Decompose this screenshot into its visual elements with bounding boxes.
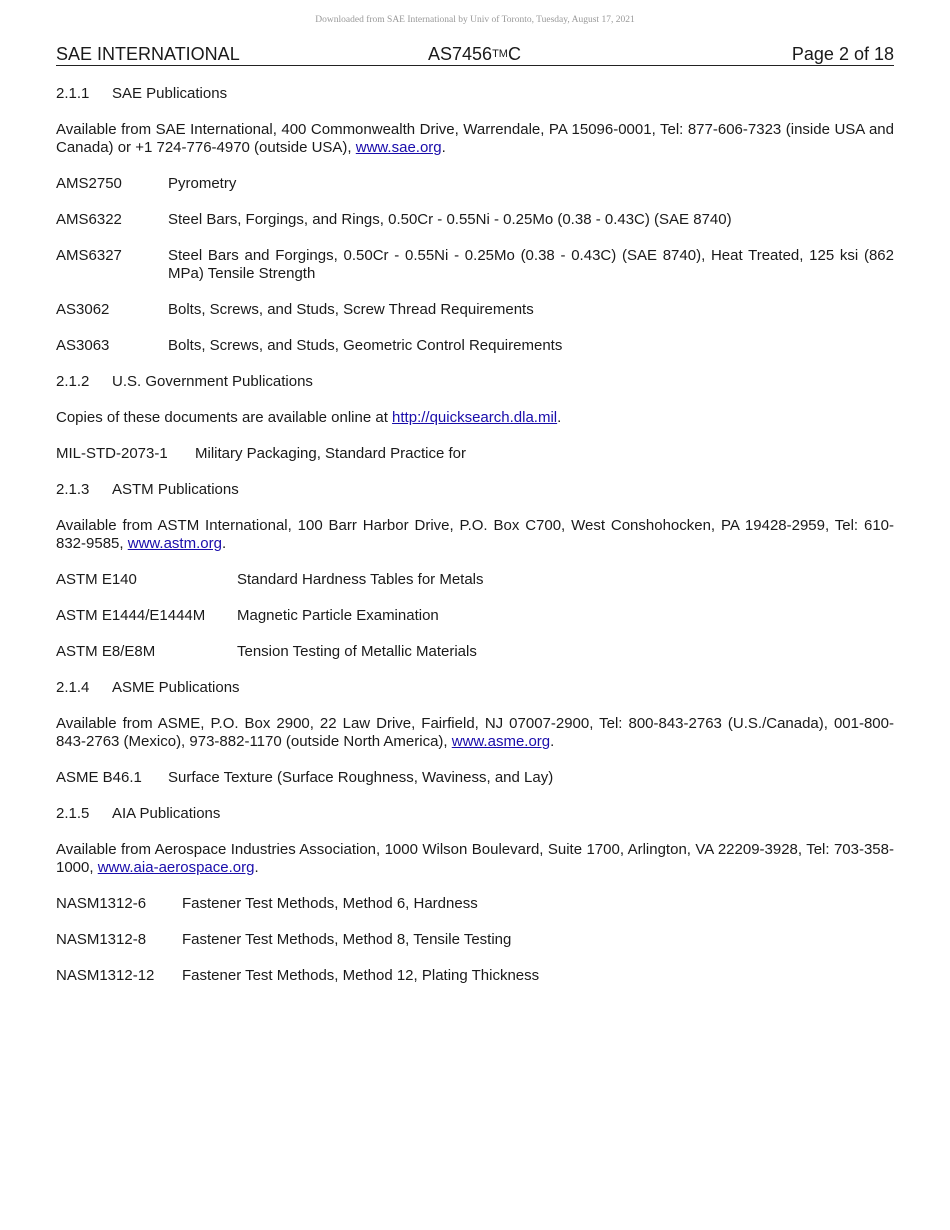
header-doc-number	[428, 44, 521, 65]
reference-code: MIL-STD-2073-1	[56, 445, 168, 462]
reference-row	[56, 211, 894, 229]
availability-text: Available from ASME, P.O. Box 2900, 22 Law Drive, Fairfield, NJ 07007-2900, Tel: 800-843-2763 (U.S./Canada), 001-800-843-2763 (Mexico), 973-882-1170 (outside North America),	[56, 715, 894, 750]
section-title: ASTM Publications	[112, 481, 239, 498]
availability-text: Available from Aerospace Industries Association, 1000 Wilson Boulevard, Suite 1700, Arlington, VA 22209-3928, Tel: 703-358-1000,	[56, 841, 894, 876]
reference-code: AS3062	[56, 301, 110, 318]
reference-code: ASTM E8/E8M	[56, 643, 156, 660]
reference-title: Standard Hardness Tables for Metals	[237, 571, 484, 588]
reference-code: ASME B46.1	[56, 769, 142, 786]
section-title: U.S. Government Publications	[112, 373, 313, 390]
sae-link[interactable]: www.sae.org	[355, 139, 442, 156]
reference-code: NASM1312-6	[56, 895, 147, 912]
reference-title: Steel Bars and Forgings, 0.50Cr - 0.55Ni - 0.25Mo (0.38 - 0.43C) (SAE 8740), Heat Treated, 125 ksi (862 MPa) Tensile Strength	[168, 247, 894, 282]
section-number: 2.1.5	[56, 805, 90, 822]
reference-code: AMS2750	[56, 175, 122, 192]
sae-availability: Available from SAE International, 400 Commonwealth Drive, Warrendale, PA 15096-0001, Tel: 877-606-7323 (inside USA and Canada) or +1 724-776-4970 (outside USA), www.sae.org.	[56, 121, 894, 156]
section-number: 2.1.1	[56, 85, 90, 102]
reference-code: ASTM E1444/E1444M	[56, 607, 206, 624]
availability-text: Available from ASTM International, 100 Barr Harbor Drive, P.O. Box C700, West Conshohocken, PA 19428-2959, Tel: 610-832-9585,	[56, 517, 894, 552]
reference-title: Magnetic Particle Examination	[237, 607, 439, 624]
reference-title: Steel Bars, Forgings, and Rings, 0.50Cr - 0.55Ni - 0.25Mo (0.38 - 0.43C) (SAE 8740)	[168, 211, 732, 228]
reference-row	[56, 175, 894, 193]
download-banner: Downloaded from SAE International by Univ of Toronto, Tuesday, August 17, 2021	[315, 15, 635, 25]
page-header	[56, 44, 894, 66]
reference-title: Tension Testing of Metallic Materials	[237, 643, 477, 660]
reference-code: NASM1312-8	[56, 931, 147, 948]
reference-code: AMS6322	[56, 211, 122, 228]
availability-text: Copies of these documents are available online at	[56, 409, 393, 426]
section-title: AIA Publications	[112, 805, 221, 822]
reference-row	[56, 445, 894, 463]
section-number: 2.1.2	[56, 373, 90, 390]
reference-row	[56, 967, 894, 985]
reference-title: Fastener Test Methods, Method 8, Tensile Testing	[182, 931, 512, 948]
dla-link[interactable]: http://quicksearch.dla.mil	[392, 409, 558, 426]
section-heading-aia	[56, 805, 894, 823]
doc-number: AS7456	[428, 44, 493, 64]
reference-row	[56, 769, 894, 787]
reference-title: Fastener Test Methods, Method 12, Plating Thickness	[182, 967, 540, 984]
asme-availability: Available from ASME, P.O. Box 2900, 22 Law Drive, Fairfield, NJ 07007-2900, Tel: 800-843-2763 (U.S./Canada), 001-800-843-2763 (Mexico), 973-882-1170 (outside North America), www.asme.org.	[56, 715, 894, 750]
doc-revision: C	[507, 44, 521, 64]
section-heading-asme	[56, 679, 894, 697]
header-org: SAE INTERNATIONAL	[56, 44, 240, 64]
reference-row	[56, 337, 894, 355]
reference-title: Bolts, Screws, and Studs, Screw Thread Requirements	[168, 301, 534, 318]
reference-title: Military Packaging, Standard Practice for	[195, 445, 466, 462]
header-page-number: Page 2 of 18	[791, 44, 894, 64]
availability-text: Available from SAE International, 400 Commonwealth Drive, Warrendale, PA 15096-0001, Tel: 877-606-7323 (inside USA and Canada) or +1 724-776-4970 (outside USA),	[56, 121, 894, 156]
aia-availability: Available from Aerospace Industries Association, 1000 Wilson Boulevard, Suite 1700, Arlington, VA 22209-3928, Tel: 703-358-1000, www.aia-aerospace.org.	[56, 841, 894, 876]
trademark-symbol: TM	[492, 48, 508, 60]
astm-availability: Available from ASTM International, 100 Barr Harbor Drive, P.O. Box C700, West Conshohocken, PA 19428-2959, Tel: 610-832-9585, www.astm.org.	[56, 517, 894, 552]
reference-row	[56, 607, 894, 625]
section-number: 2.1.4	[56, 679, 90, 696]
section-title: SAE Publications	[112, 85, 228, 102]
reference-row	[56, 301, 894, 319]
asme-link[interactable]: www.asme.org	[451, 733, 551, 750]
reference-code: ASTM E140	[56, 571, 137, 588]
section-heading-sae	[56, 85, 894, 103]
reference-row	[56, 571, 894, 589]
document-body	[56, 85, 894, 1003]
aia-link[interactable]: www.aia-aerospace.org	[97, 859, 255, 876]
reference-row	[56, 247, 894, 283]
reference-code: AMS6327	[56, 247, 122, 264]
reference-title: Fastener Test Methods, Method 6, Hardness	[182, 895, 478, 912]
section-heading-astm	[56, 481, 894, 499]
section-heading-gov	[56, 373, 894, 391]
reference-code: AS3063	[56, 337, 110, 354]
gov-availability: Copies of these documents are available online at http://quicksearch.dla.mil.	[56, 409, 562, 426]
reference-row	[56, 931, 894, 949]
reference-row	[56, 895, 894, 913]
reference-title: Surface Texture (Surface Roughness, Waviness, and Lay)	[168, 769, 554, 786]
reference-title: Bolts, Screws, and Studs, Geometric Control Requirements	[168, 337, 563, 354]
reference-code: NASM1312-12	[56, 967, 155, 984]
reference-title: Pyrometry	[168, 175, 237, 192]
section-title: ASME Publications	[112, 679, 240, 696]
astm-link[interactable]: www.astm.org	[127, 535, 222, 552]
reference-row	[56, 643, 894, 661]
section-number: 2.1.3	[56, 481, 90, 498]
